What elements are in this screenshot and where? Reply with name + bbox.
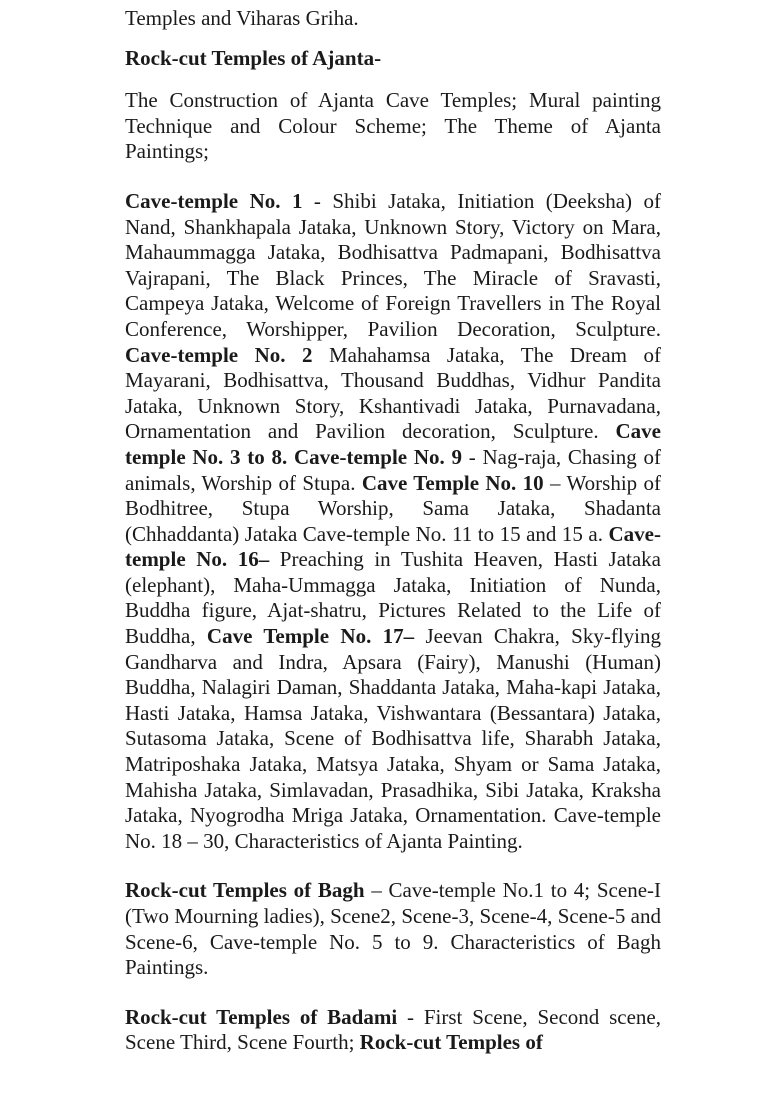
- cave9-title: Cave-temple No. 9: [294, 444, 463, 469]
- cave10-title: Cave Temple No. 10: [361, 470, 544, 495]
- cave9-text: - Nag-raja, Chasing of animals, Worship of Stupa.: [125, 444, 661, 495]
- cave3to8-text: [287, 445, 294, 469]
- badami-paragraph: [125, 1005, 661, 1056]
- cave2-text: Mahahamsa Jataka, The Dream of Mayarani, Bodhisattva, Thousand Buddhas, Vidhur Pandita Jataka, Unknown Story, Kshantivadi Jataka, Purnavadana, Ornamentation and Pavilion decoration, Sculpture.: [125, 342, 661, 444]
- cave1-text: - Shibi Jataka, Initiation (Deeksha) of Nand, Shankhapala Jataka, Unknown Story, Victory on Mara, Mahaummagga Jataka, Bodhisattva Padmapani, Bodhisattva Vajrapani, The Black Princes, The Miracle of Sravasti, Campeya Jataka, Welcome of Foreign Travellers in The Royal Conference, Worshipper, Pavilion Decoration, Sculpture.: [125, 188, 661, 341]
- heading-ajanta: Rock-cut Temples of Ajanta-: [125, 45, 382, 70]
- cave17-text: Jeevan Chakra, Sky-flying Gandharva and Indra, Apsara (Fairy), Manushi (Human) Buddha, Nalagiri Daman, Shaddanta Jataka, Maha-kapi Jataka, Hasti Jataka, Hamsa Jataka, Vishwantara (Bessantara) Jataka, Sutasoma Jataka, Scene of Bodhisattva life, Sharabh Jataka, Matriposhaka Jataka, Matsya Jataka, Shyam or Sama Jataka, Mahisha Jataka, Simlavadan, Prasadhika, Sibi Jataka, Kraksha Jataka, Nyogrodha Mriga Jataka, Ornamentation. Cave-temple No. 18 – 30, Characteristics of Ajanta Painting.: [125, 624, 661, 853]
- top-line: Temples and Viharas Griha.: [125, 6, 359, 30]
- bagh-text: – Cave-temple No.1 to 4; Scene-I (Two Mourning ladies), Scene2, Scene-3, Scene-4, Scene-5 and Scene-6, Cave-temple No. 5 to 9. Characteristics of Bagh Paintings.: [125, 878, 662, 980]
- bagh-paragraph: [125, 878, 661, 980]
- cave2-title: Cave-temple No. 2: [125, 342, 313, 367]
- badami-text: - First Scene, Second scene, Scene Third, Scene Fourth;: [125, 1004, 661, 1055]
- cave17-title: Cave Temple No. 17–: [206, 624, 415, 649]
- document-page: [125, 6, 661, 1056]
- cave3to8-title: Cave temple No. 3 to 8.: [125, 419, 661, 469]
- bagh-title: Rock-cut Temples of Bagh: [125, 878, 365, 903]
- ajanta-caves-paragraph: [125, 189, 661, 854]
- next-section-title: Rock-cut Temples of: [359, 1030, 543, 1055]
- ajanta-intro-paragraph: The Construction of Ajanta Cave Temples; Mural painting Technique and Colour Scheme; The Theme of Ajanta Paintings;: [125, 88, 661, 164]
- cave16-text: Preaching in Tushita Heaven, Hasti Jataka (elephant), Maha-Ummagga Jataka, Initiation of Nunda, Buddha figure, Ajat-shatru, Pictures Related to the Life of Buddha,: [125, 547, 661, 649]
- cave16-title: Cave-temple No. 16–: [125, 521, 661, 572]
- cave1-title: Cave-temple No. 1: [125, 188, 303, 213]
- cave10-text: – Worship of Bodhitree, Stupa Worship, Sama Jataka, Shadanta (Chhaddanta) Jataka Cave-temple No. 11 to 15 and 15 a.: [125, 470, 661, 546]
- badami-title: Rock-cut Temples of Badami: [125, 1004, 398, 1029]
